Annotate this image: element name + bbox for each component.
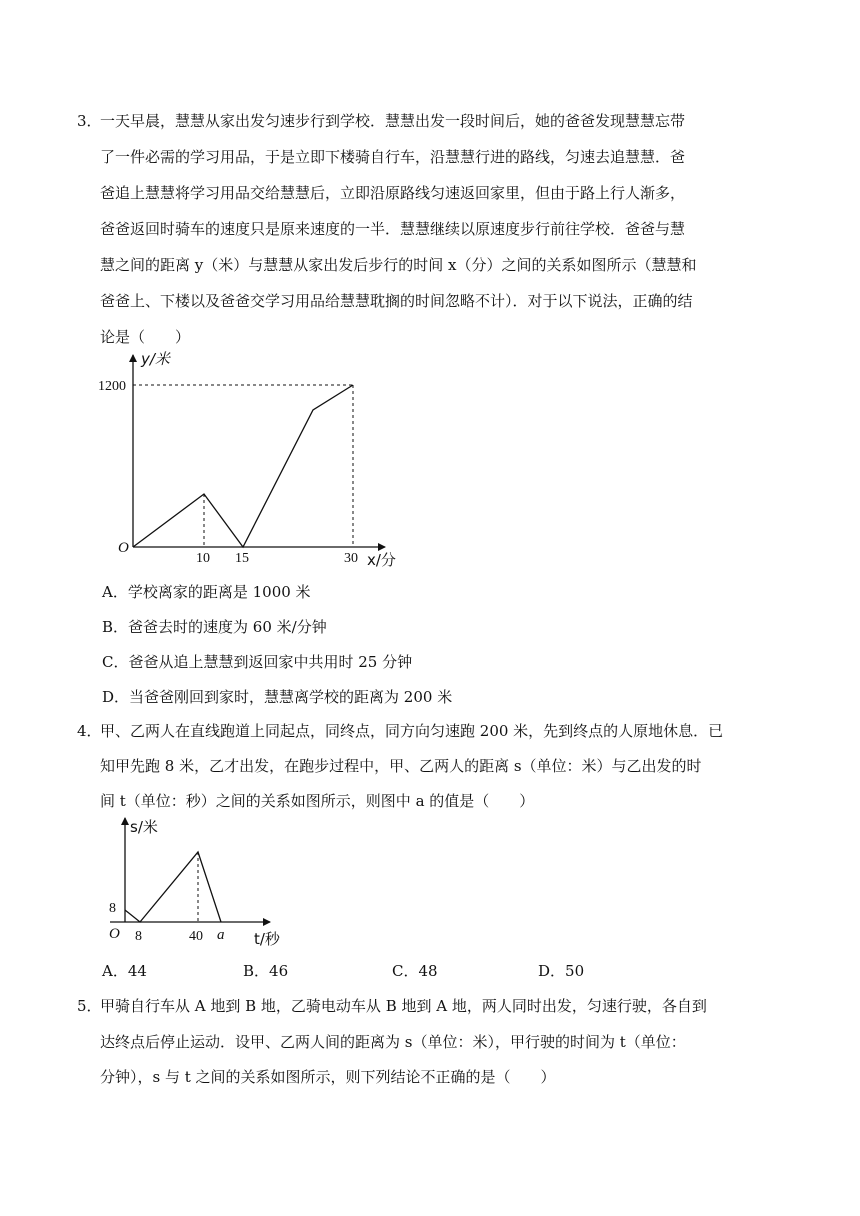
- x-tick-label: 40: [189, 929, 203, 944]
- x-tick-label: 8: [135, 929, 142, 944]
- x-tick-label: 30: [344, 551, 358, 566]
- question-text-line: 甲、乙两人在直线跑道上同起点，同终点，同方向匀速跑 200 米，先到终点的人原地休息．已: [100, 722, 724, 740]
- x-tick-label: 10: [196, 551, 210, 566]
- question-text-line: 分钟），s 与 t 之间的关系如图所示，则下列结论不正确的是（ ）: [100, 1068, 556, 1086]
- option-a[interactable]: A．学校离家的距离是 1000 米: [102, 583, 311, 601]
- x-axis-label: t/秒: [254, 930, 280, 948]
- distance-time-graph: [95, 350, 415, 575]
- option-a[interactable]: A．44: [102, 962, 147, 980]
- y-tick-label: 8: [109, 901, 116, 916]
- y-axis-label: s/米: [130, 818, 158, 836]
- question-number: 4．: [77, 722, 102, 740]
- y-tick-label: 1200: [98, 379, 126, 394]
- option-d[interactable]: D．50: [538, 962, 585, 980]
- question-text-line: 达终点后停止运动．设甲、乙两人间的距离为 s（单位：米），甲行驶的时间为 t（单位：: [100, 1033, 686, 1051]
- x-tick-label: a: [217, 927, 225, 943]
- question-text-line: 甲骑自行车从 A 地到 B 地，乙骑电动车从 B 地到 A 地，两人同时出发，匀速行驶，各自到: [100, 997, 707, 1015]
- distance-curve: [133, 385, 353, 547]
- x-axis-label: x/分: [367, 551, 396, 569]
- distance-curve: [125, 852, 221, 922]
- question-text-line: 间 t（单位：秒）之间的关系如图所示，则图中 a 的值是（ ）: [100, 792, 535, 810]
- y-axis-label: y/米: [141, 350, 170, 368]
- question-text-line: 论是（ ）: [100, 328, 191, 346]
- origin-label: O: [109, 926, 120, 942]
- question-number: 3．: [77, 112, 102, 130]
- option-b[interactable]: B．46: [243, 962, 289, 980]
- question-text-line: 爸追上慧慧将学习用品交给慧慧后，立即沿原路线匀速返回家里，但由于路上行人渐多，: [100, 184, 686, 202]
- question-text-line: 了一件必需的学习用品，于是立即下楼骑自行车，沿慧慧行进的路线，匀速去追慧慧．爸: [100, 148, 686, 166]
- x-tick-label: 15: [235, 551, 249, 566]
- option-c[interactable]: C．爸爸从追上慧慧到返回家中共用时 25 分钟: [102, 653, 413, 671]
- distance-time-graph: [100, 812, 300, 952]
- question-text-line: 知甲先跑 8 米，乙才出发，在跑步过程中，甲、乙两人的距离 s（单位：米）与乙出发的时: [100, 757, 702, 775]
- question-text-line: 慧之间的距离 y（米）与慧慧从家出发后步行的时间 x（分）之间的关系如图所示（慧慧和: [100, 256, 697, 274]
- option-d[interactable]: D．当爸爸刚回到家时，慧慧离学校的距离为 200 米: [102, 688, 453, 706]
- question-text-line: 爸爸上、下楼以及爸爸交学习用品给慧慧耽搁的时间忽略不计）．对于以下说法，正确的结: [100, 292, 693, 310]
- origin-label: O: [118, 540, 129, 556]
- question-number: 5．: [77, 997, 102, 1015]
- question-text-line: 爸爸返回时骑车的速度只是原来速度的一半．慧慧继续以原速度步行前往学校．爸爸与慧: [100, 220, 686, 238]
- question-text-line: 一天早晨，慧慧从家出发匀速步行到学校．慧慧出发一段时间后，她的爸爸发现慧慧忘带: [100, 112, 686, 130]
- option-b[interactable]: B．爸爸去时的速度为 60 米/分钟: [102, 618, 327, 636]
- option-c[interactable]: C．48: [392, 962, 438, 980]
